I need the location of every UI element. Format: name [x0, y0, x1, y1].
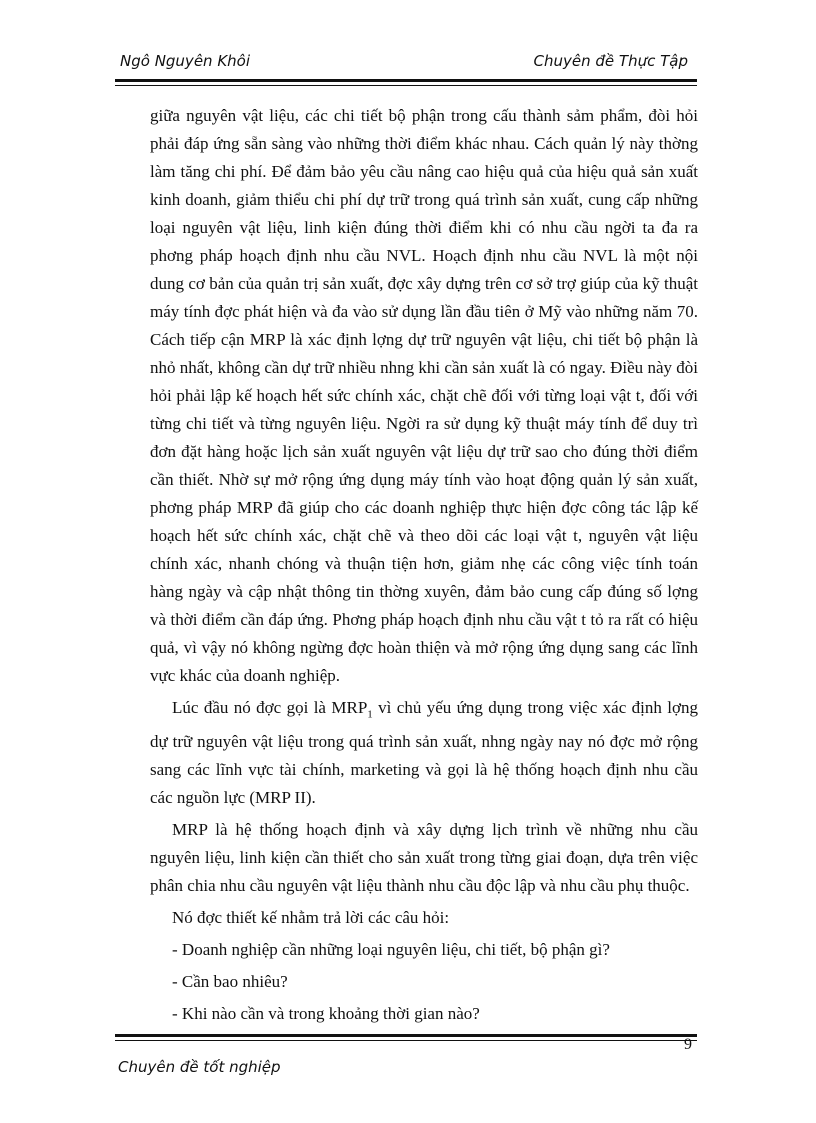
- paragraph-4: Nó đợc thiết kế nhằm trả lời các câu hỏi:: [172, 908, 450, 928]
- footer-title: Chuyên đề tốt nghiệp: [118, 1058, 281, 1076]
- footer-rule-thin: [115, 1040, 697, 1041]
- paragraph-2-end: vì chủ yếu ứng dụng trong việc xác định lợng dự trữ nguyên vật liệu trong quá trình sản xuất, nhng ngày nay nó đợc mở rộng sang các lĩnh vực tài chính, marketing và gọi là hệ thống hoạch định nhu cầu các nguồn lực (MRP II).: [150, 698, 698, 808]
- header-title: Chuyên đề Thực Tập: [533, 52, 688, 70]
- paragraph-2-subscript: 1: [367, 708, 373, 721]
- question-item: - Cần bao nhiêu?: [172, 972, 288, 992]
- page-header: [120, 52, 696, 76]
- paragraph-2-start: Lúc đầu nó đợc gọi là MRP: [172, 698, 368, 717]
- question-item: - Khi nào cần và trong khoảng thời gian nào?: [172, 1004, 480, 1024]
- page-number: 9: [684, 1036, 692, 1053]
- question-item: - Doanh nghiệp cần những loại nguyên liệu, chi tiết, bộ phận gì?: [172, 940, 610, 960]
- paragraph-1: giữa nguyên vật liệu, các chi tiết bộ phận trong cấu thành sảm phẩm, đòi hỏi phải đáp ứng sẵn sàng vào những thời điểm khác nhau. Cách quản lý này thờng làm tăng chi phí. Để đảm bảo yêu cầu nâng cao hiệu quả của hiệu quả sản xuất kinh doanh, giảm thiểu chi phí dự trữ trong quá trình sản xuất, cung cấp những loại nguyên vật liệu, linh kiện đúng thời điểm khi có nhu cầu ngời ta đa ra phơng pháp hoạch định nhu cầu NVL. Hoạch định nhu cầu NVL là một nội dung cơ bản của quản trị sản xuất, đợc xây dựng trên cơ sở trợ giúp của kỹ thuật máy tính đợc phát hiện và đa vào sử dụng lần đầu tiên ở Mỹ vào những năm 70. Cách tiếp cận MRP là xác định lợng dự trữ nguyên vật liệu, chi tiết bộ phận là nhỏ nhất, không cần dự trữ nhiều nhng khi cần sản xuất là có ngay. Điều này đòi hỏi phải lập kế hoạch hết sức chính xác, chặt chẽ đối với từng loại vật t, đối với từng chi tiết và từng nguyên liệu. Ngời ra sử dụng kỹ thuật máy tính để duy trì đơn đặt hàng hoặc lịch sản xuất nguyên vật liệu dự trữ sao cho đúng thời điểm cần thiết. Nhờ sự mở rộng ứng dụng máy tính vào hoạt động quản lý sản xuất, phơng pháp MRP đã giúp cho các doanh nghiệp thực hiện đợc công tác lập kế hoạch hết sức chính xác, chặt chẽ và theo dõi các loại vật t, nguyên vật liệu chính xác, nhanh chóng và thuận tiện hơn, giảm nhẹ các công việc tính toán hàng ngày và cập nhật thông tin thờng xuyên, đảm bảo cung cấp đúng số lợng và thời điểm cần đáp ứng. Phơng pháp hoạch định nhu cầu vật t tỏ ra rất có hiệu quả, vì vậy nó không ngừng đợc hoàn thiện và mở rộng ứng dụng sang các lĩnh vực khác của doanh nghiệp.: [150, 106, 698, 685]
- header-author: Ngô Nguyên Khôi: [120, 52, 251, 70]
- paragraph-3: MRP là hệ thống hoạch định và xây dựng lịch trình về những nhu cầu nguyên liệu, linh kiện cần thiết cho sản xuất trong từng giai đoạn, dựa trên việc phân chia nhu cầu nguyên vật liệu thành nhu cầu độc lập và nhu cầu phụ thuộc.: [150, 820, 698, 896]
- document-body: [150, 102, 698, 1028]
- header-rule-thick: [115, 79, 697, 82]
- header-rule-thin: [115, 85, 697, 86]
- paragraph-2: [150, 694, 698, 812]
- footer-rule-thick: [115, 1034, 697, 1037]
